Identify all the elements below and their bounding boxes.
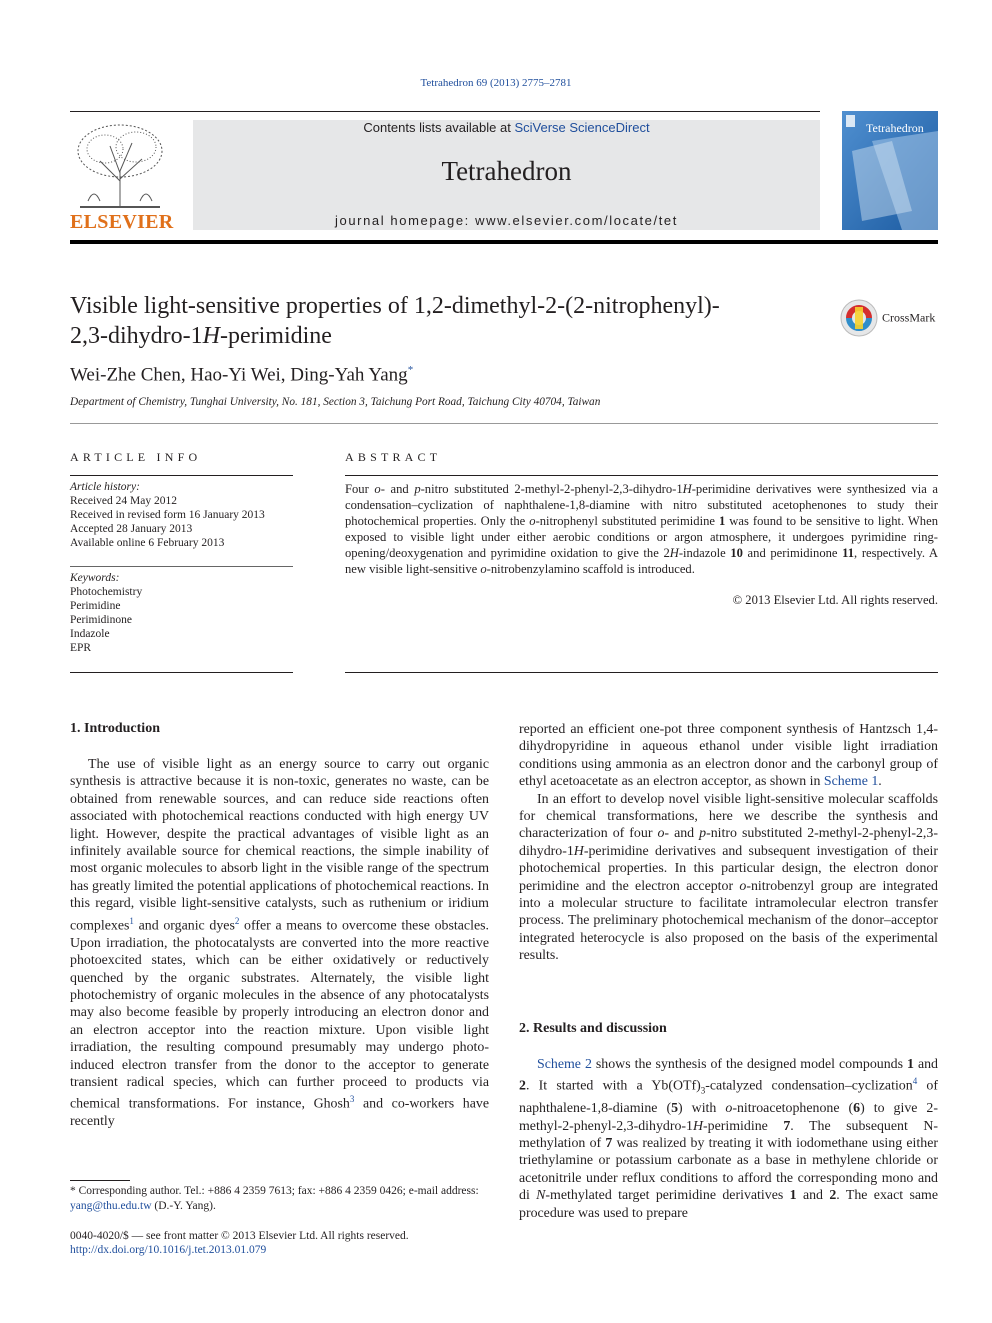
results-paragraph: Scheme 2 shows the synthesis of the designed model compounds 1 and 2. It started with a $Yb(OTf)_3$-catalyzed condensation–cyclization$^4$ of naphthalene-1,8-diamine (5) with o-nitroacetophenone (6) to give 2-methyl-2-phenyl-2,3-dihydro-1H-perimidine 7. The subsequent N-methylation of 7 was realized by treating it with iodomethane using either triethylamine or potassium carbonate as a base in methylene chloride or acetonitrile under reflux conditions to afford the corresponding mono and di N-methylated target perimidine derivatives 1 and 2. The exact same procedure was used to prepare	[519, 1057, 939, 1221]
journal-reference[interactable]: Tetrahedron 69 (2013) 2775–2781	[420, 77, 572, 89]
email-suffix: (D.-Y. Yang).	[151, 1200, 216, 1212]
authors: Wei-Zhe Chen, Hao-Yi Wei, Ding-Yah Yang	[70, 364, 408, 386]
intro-paragraph: The use of visible light as an energy source to carry out organic synthesis is attractive because it is non-toxic, generates no waste, can be obtained from renewable sources, and can reduce side reactions often associated with photochemical reactions conducted with high energy UV light. However, despite the practical advantages of visible light as an infinitely available source for chemical reactions, the simple inability of most organic molecules to absorb light in the visible range of the spectrum has greatly limited the potential applications of photochemical reactions. In this regard, visible light-sensitive catalysts, such as ruthenium or iridium complexes$^1$ and organic dyes$^2$ offer a means to overcome these obstacles. Upon irradiation, the photocatalysts are converted into the more reactive photoexcited states, which can be either oxidatively or reductively quenched by the organic substrates. Alternately, the visible light photochemistry of organic molecules in the absence of any photocatalysts may also become feasible by properly introducing an electron donor and an electron acceptor into the reaction mixture. Upon visible light irradiation, the resulting compound presumably may undergo photo-induced electron transfer from the donor to the acceptor to generate transient radical species, which can further proceed to products via chemical transformations. For instance, Ghosh$^3$ and co-workers have recently	[70, 757, 489, 1130]
abstract-text: Four o- and p-nitro substituted 2-methyl-2-phenyl-2,3-dihydro-1H-perimidine derivatives were synthesized via a condensation–cyclization of naphthalene-1,8-diamine with nitro substituted acetophenones to study their photochemical properties. Only the o-nitrophenyl substituted perimidine 1 was found to be sensitive to light. When exposed to visible light under either aerobic conditions or argon atmosphere, it undergoes pyrimidine ring-opening/deoxygenation and pyrimidine oxidation to give the 2H-indazole 10 and perimidinone 11, respectively. A new visible light-sensitive o-nitrobenzylamino scaffold is introduced.	[345, 482, 939, 576]
title-line-2-italic: H	[202, 323, 220, 349]
affiliation: Department of Chemistry, Tunghai University, No. 181, Section 3, Taichung Port Road, Taichung City 40704, Taiwan	[70, 396, 601, 408]
article-history	[70, 480, 293, 550]
title-line-2-pre: 2,3-dihydro-1	[70, 323, 203, 349]
abstract-heading: ABSTRACT	[345, 450, 442, 464]
abstract-rule	[345, 475, 938, 476]
journal-title: Tetrahedron	[441, 156, 572, 186]
cover-title: Tetrahedron	[866, 121, 924, 135]
intro-heading: 1. Introduction	[70, 721, 160, 736]
journal-homepage[interactable]: journal homepage: www.elsevier.com/locate/tet	[335, 213, 678, 228]
elsevier-logo-text: ELSEVIER	[70, 211, 174, 233]
keywords	[70, 571, 293, 655]
affiliation-rule	[70, 423, 938, 424]
history-label: Article history:	[70, 481, 140, 493]
intro-paragraph: In an effort to develop novel visible light-sensitive molecular scaffolds for chemical transformations, here we describe the synthesis and characterization of four o- and p-nitro substituted 2-methyl-2-phenyl-2,3-dihydro-1H-perimidine derivatives and subsequent investigation of their photochemical properties. In this particular design, the electron donor perimidine and the electron acceptor o-nitrobenzyl group are integrated into a molecular structure to facilitate intramolecular electron transfer process. The preliminary photochemical mechanism of the donor–acceptor integrated heterocycle is also proposed on the basis of the experimental results.	[519, 791, 938, 964]
title-line-2	[70, 321, 810, 351]
corresponding-author-mark[interactable]: *	[407, 364, 414, 376]
title-line-2-post: -perimidine	[220, 323, 332, 349]
corresponding-footnote	[70, 1184, 489, 1214]
history-online: Available online 6 February 2013	[70, 537, 225, 549]
header-thick-rule	[70, 240, 938, 244]
keyword-item: Perimidinone	[70, 614, 132, 626]
sciencedirect-link[interactable]: SciVerse ScienceDirect	[514, 120, 650, 135]
title-line-1: Visible light-sensitive properties of 1,2-dimethyl-2-(2-nitrophenyl)-	[70, 293, 720, 319]
author-email-link[interactable]: yang@thu.edu.tw	[70, 1200, 152, 1212]
abstract-bottom-rule	[345, 672, 938, 673]
crossmark-badge[interactable]	[840, 299, 935, 337]
issn-line: 0040-4020/$ — see front matter © 2013 Elsevier Ltd. All rights reserved.	[70, 1230, 409, 1242]
article-info-rule	[70, 475, 293, 476]
keyword-item: Photochemistry	[70, 586, 143, 598]
results-heading: 2. Results and discussion	[519, 1021, 667, 1036]
abstract-copyright: © 2013 Elsevier Ltd. All rights reserved.	[732, 593, 938, 607]
history-received: Received 24 May 2012	[70, 495, 177, 507]
doi-link[interactable]: http://dx.doi.org/10.1016/j.tet.2013.01.079	[70, 1244, 267, 1256]
article-info-heading: ARTICLE INFO	[70, 450, 202, 464]
history-revised: Received in revised form 16 January 2013	[70, 509, 265, 521]
results-text	[519, 1056, 938, 1222]
intro-text-continued	[519, 721, 938, 965]
intro-paragraph: reported an efficient one-pot three component synthesis of Hantzsch 1,4-dihydropyridine in aqueous ethanol under visible light irradiation conditions using ammonia as an electron donor and the carbonyl group of ethyl acetoacetate as an electron acceptor, as shown in Scheme 1.	[519, 722, 938, 790]
history-accepted: Accepted 28 January 2013	[70, 523, 193, 535]
contents-line	[193, 120, 820, 135]
keywords-rule	[70, 566, 293, 567]
corresponding-text: * Corresponding author. Tel.: +886 4 2359 7613; fax: +886 4 2359 0426; e-mail address:	[70, 1185, 479, 1197]
footnote-rule	[70, 1180, 130, 1181]
intro-text	[70, 756, 489, 1131]
keyword-item: Indazole	[70, 628, 110, 640]
crossmark-label: CrossMark	[882, 310, 936, 325]
article-title	[70, 291, 810, 351]
author-list	[70, 364, 413, 386]
keyword-item: Perimidine	[70, 600, 121, 612]
keyword-item: EPR	[70, 642, 92, 654]
crossmark-icon	[840, 299, 878, 337]
article-info-bottom-rule	[70, 672, 293, 673]
keywords-label: Keywords:	[70, 572, 120, 584]
elsevier-tree-icon	[70, 121, 170, 209]
contents-prefix: Contents lists available at	[363, 120, 515, 135]
header-rule	[70, 111, 820, 112]
